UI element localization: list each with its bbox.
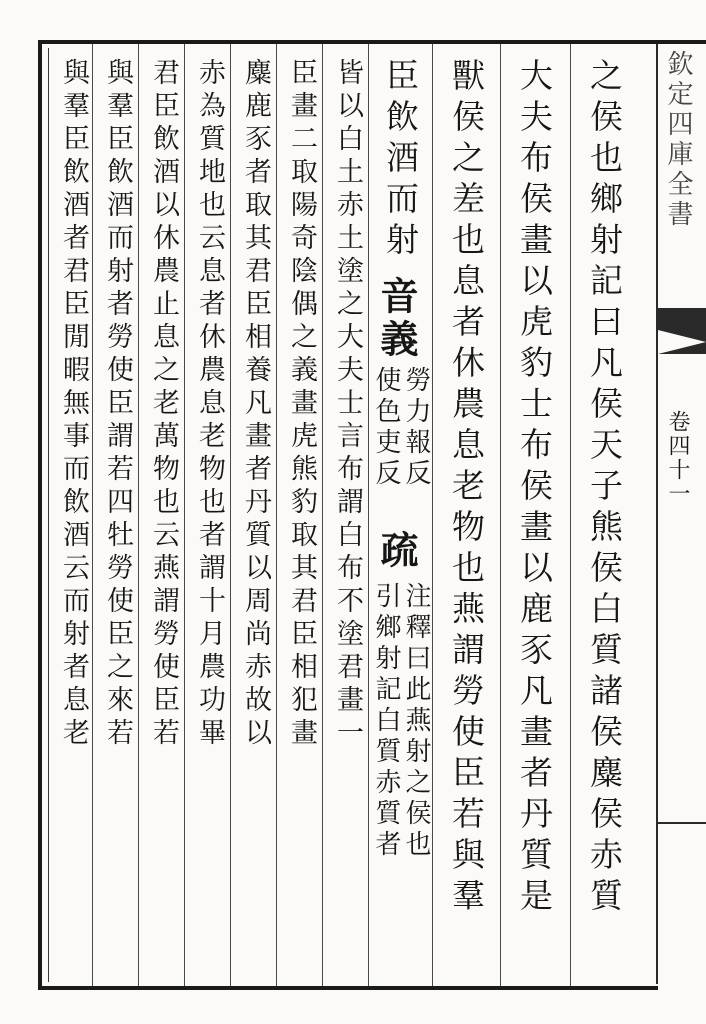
column-rule (570, 44, 571, 986)
column-rule (500, 44, 501, 986)
frame-inner-rule (48, 48, 49, 982)
margin-rule (656, 44, 658, 984)
yinyi-mark: 音義 (374, 276, 419, 362)
margin-bottom-rule (658, 822, 706, 824)
frame-left-rule (38, 40, 42, 990)
fishtail-notch (658, 330, 706, 354)
commentary-column-4: 赤為質地也云息者休農息老物也者謂十月農功畢 (194, 58, 225, 751)
text-column-4: 臣飲酒而射 (381, 58, 420, 263)
commentary-column-5: 君臣飲酒以休農止息之老萬物也云燕謂勞使臣若 (148, 58, 179, 751)
column-rule (322, 44, 323, 986)
column-rule (230, 44, 231, 986)
frame-bottom-rule (38, 986, 658, 990)
column-rule (138, 44, 139, 986)
text-column-1: 之侯也鄉射記曰凡侯天子熊侯白質諸侯麋侯赤質 (585, 58, 624, 919)
column-rule (276, 44, 277, 986)
column-rule (432, 44, 433, 986)
text-column-3: 獸侯之差也息者休農息老物也燕謂勞使臣若與羣 (447, 58, 486, 919)
column-rule (92, 44, 93, 986)
shu-mark: 疏 (374, 530, 419, 573)
commentary-column-7: 與羣臣飲酒者君臣閒暇無事而飲酒云而射者息老 (58, 58, 89, 751)
commentary-column-3: 麋鹿豕者取其君臣相養凡畫者丹質以周尚赤故以 (240, 58, 271, 751)
commentary-column-1: 皆以白土赤土塗之大夫士言布謂白布不塗君畫一 (332, 58, 363, 751)
column-rule (184, 44, 185, 986)
yinyi-line-1: 勞力報反 (401, 366, 431, 490)
text-column-2: 大夫布侯畫以虎豹士布侯畫以鹿豕凡畫者丹質是 (515, 58, 554, 919)
column-rule (368, 44, 369, 986)
book-title: 欽定四庫全書 (663, 50, 693, 230)
commentary-column-2: 臣畫二取陽奇陰偶之義畫虎熊豹取其君臣相犯畫 (286, 58, 317, 751)
yinyi-line-2: 使色吏反 (371, 366, 401, 490)
shu-line-1: 注釋曰此燕射之侯也 (401, 582, 431, 861)
shu-line-2: 引鄉射記白質赤質者 (371, 582, 401, 861)
commentary-column-6: 與羣臣飲酒而射者勞使臣謂若四牡勞使臣之來若 (102, 58, 133, 751)
juan-number: 卷四十一 (665, 410, 690, 506)
